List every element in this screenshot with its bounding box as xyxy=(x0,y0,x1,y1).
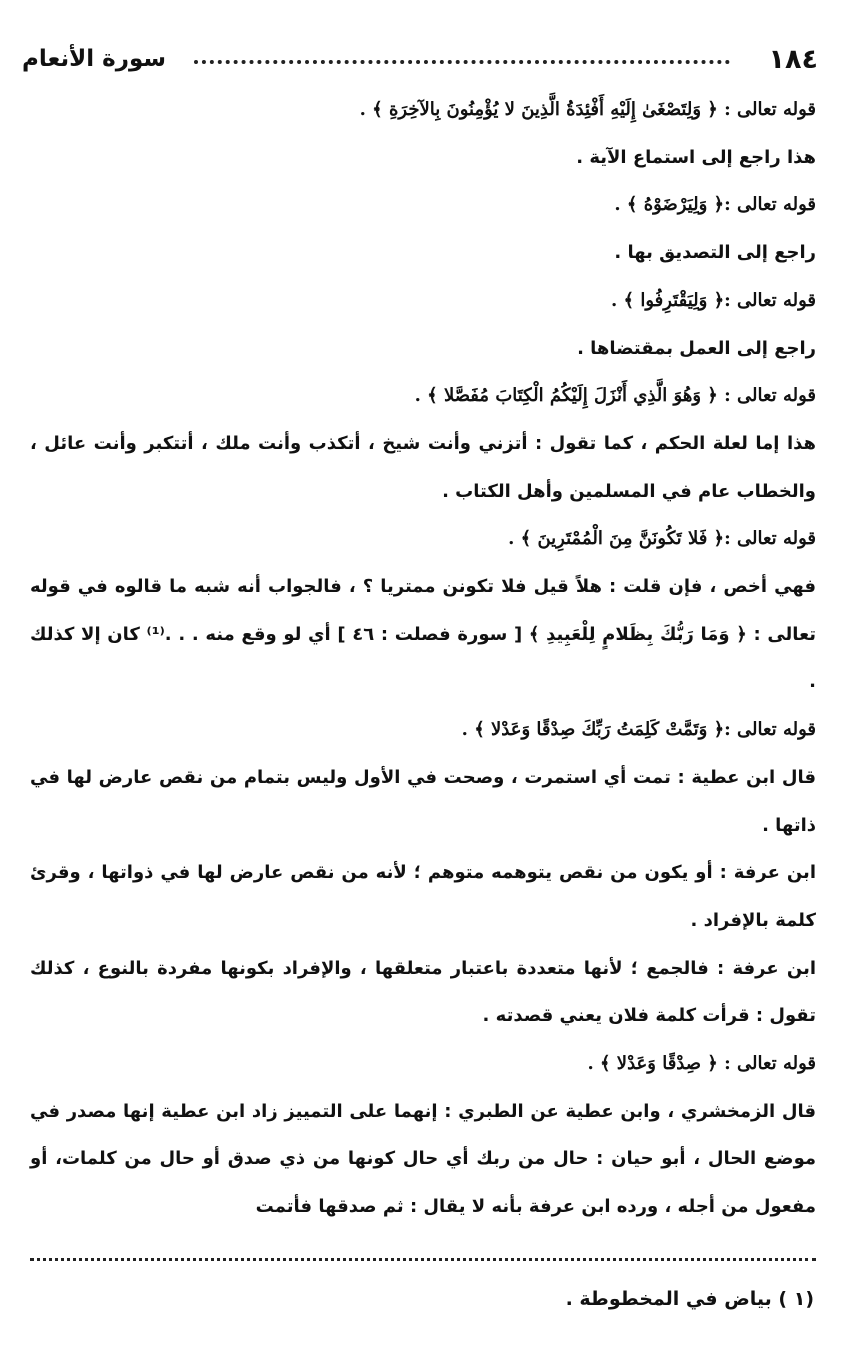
paragraph: راجع إلى التصديق بها . xyxy=(614,242,816,264)
paragraph: فهي أخص ، فإن قلت : هلاً قيل فلا تكونن ممتريا ؟ ، فالجواب أنه شبه ما قالوه في قوله تعالى : ﴿ وَمَا رَبُّكَ بِظَلامٍ لِلْعَبِيدِ ﴾ [ سورة فصلت : ٤٦ ] أي لو وقع منه . . .⁽¹⁾ كان إلا كذلك . xyxy=(30,576,816,693)
paragraph: قوله تعالى : ﴿ وَهُوَ الَّذِي أَنْزَلَ إِلَيْكُمُ الْكِتَابَ مُفَصَّلا ﴾ . xyxy=(414,385,816,407)
header-dotted-rule xyxy=(194,60,730,64)
paragraph: قوله تعالى :﴿ فَلا تَكُونَنَّ مِنَ الْمُمْتَرِينَ ﴾ . xyxy=(508,528,816,550)
paragraph: قوله تعالى : ﴿ صِدْقًا وَعَدْلا ﴾ . xyxy=(587,1053,816,1075)
footnote: (١ ) بياض في المخطوطة . xyxy=(565,1288,814,1310)
page-header xyxy=(22,40,818,80)
paragraph: راجع إلى العمل بمقتضاها . xyxy=(577,337,816,359)
surah-title: سورة الأنعام xyxy=(22,46,166,72)
paragraph: قوله تعالى :﴿ وَلِيَقْتَرِفُوا ﴾ . xyxy=(610,289,816,311)
paragraph: قال ابن عطية : تمت أي استمرت ، وصحت في الأول وليس بتمام من نقص عارض لها في ذاتها . xyxy=(30,766,816,836)
paragraph: هذا إما لعلة الحكم ، كما تقول : أتزني وأنت شيخ ، أتكذب وأنت ملك ، أتتكبر وأنت عائل ، والخطاب عام في المسلمين وأهل الكتاب . xyxy=(30,432,816,502)
paragraph: هذا راجع إلى استماع الآية . xyxy=(576,146,816,168)
paragraph: قوله تعالى :﴿ وَتَمَّتْ كَلِمَتُ رَبِّكَ صِدْقًا وَعَدْلا ﴾ . xyxy=(461,719,816,741)
paragraph: ابن عرفة : أو يكون من نقص يتوهمه متوهم ؛ لأنه من نقص عارض لها في ذواتها ، وقرئ كلمة بالإفراد . xyxy=(30,862,816,931)
paragraph: قوله تعالى :﴿ وَلِيَرْضَوْهُ ﴾ . xyxy=(614,194,816,216)
page-number: ١٨٤ xyxy=(768,44,818,75)
paragraph: قوله تعالى : ﴿ وَلِتَصْغَىٰ إِلَيْهِ أَفْئِدَةُ الَّذِينَ لا يُؤْمِنُونَ بِالآخِرَةِ ﴾ . xyxy=(359,99,816,120)
page-body xyxy=(30,86,816,1231)
paragraph: قال الزمخشري ، وابن عطية عن الطبري : إنهما على التمييز زاد ابن عطية إنها مصدر في موضع الحال ، أبو حيان : حال من ربك أي حال كونها من ذي صدق أو حال من كلمات، أو مفعول من أجله ، ورده ابن عرفة بأنه لا يقال : ثم صدقها فأتمت xyxy=(30,1100,816,1218)
paragraph: ابن عرفة : فالجمع ؛ لأنها متعددة باعتبار متعلقها ، والإفراد بكونها مفردة بالنوع ، كذلك تقول : قرأت كلمة فلان يعني قصدته . xyxy=(30,957,816,1027)
footnote-dotted-rule xyxy=(30,1258,816,1261)
